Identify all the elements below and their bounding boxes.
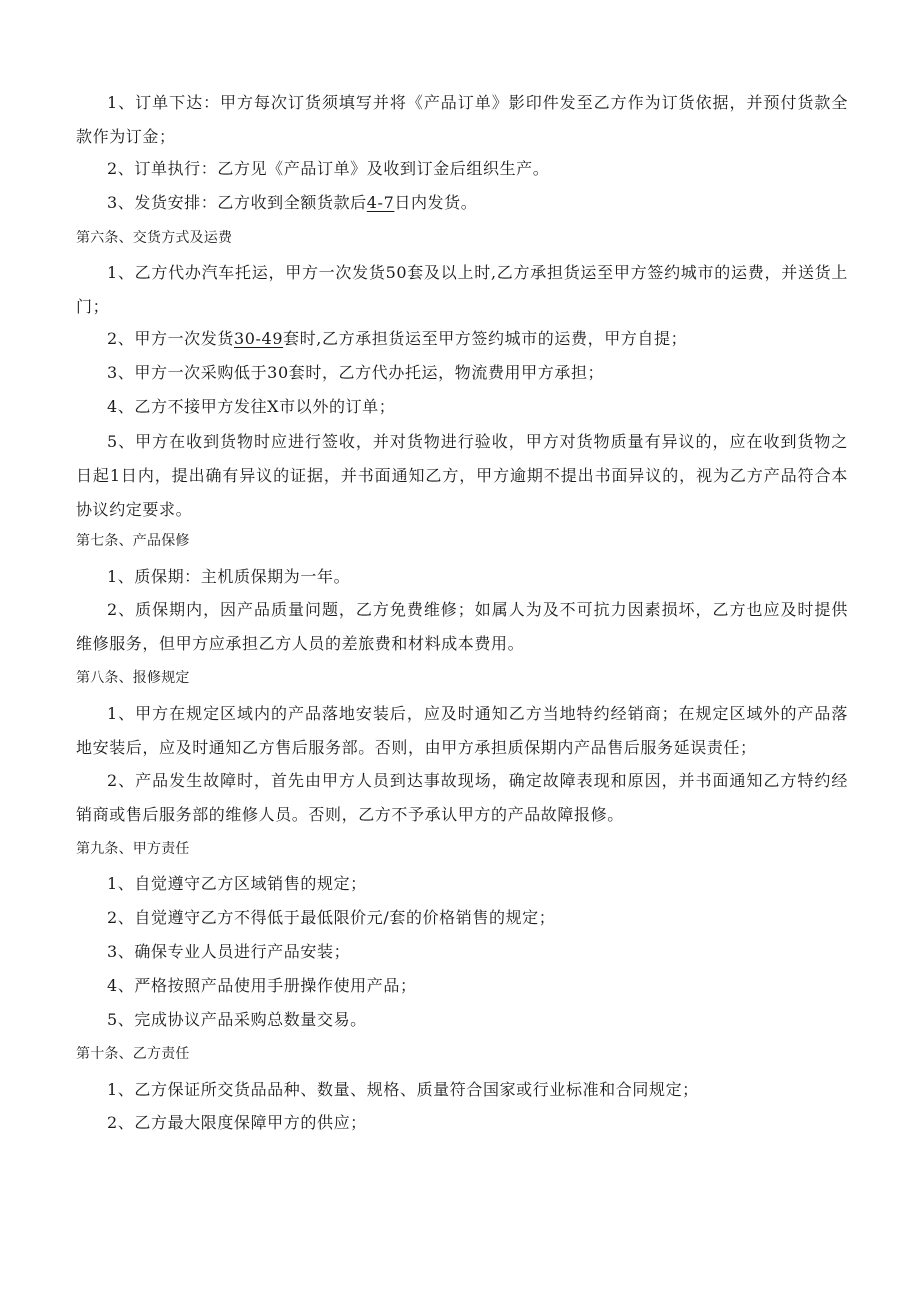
article-7-item-1: 1、质保期：主机质保期为一年。 [107, 567, 351, 586]
article-10-heading: 第十条、乙方责任 [76, 1046, 190, 1062]
article-10-item-1: 1、乙方保证所交货品品种、数量、规格、质量符合国家或行业标准和合同规定； [107, 1080, 699, 1099]
order-execution-clause: 2、订单执行：乙方见《产品订单》及收到订金后组织生产。 [107, 159, 550, 178]
article-9-item-5: 5、完成协议产品采购总数量交易。 [107, 1010, 367, 1029]
article-6-heading: 第六条、交货方式及运费 [76, 230, 233, 246]
article-9-item-2: 2、自觉遵守乙方不得低于最低限价元/套的价格销售的规定； [107, 908, 556, 927]
article-9-item-3: 3、确保专业人员进行产品安装； [107, 942, 351, 961]
article-8-item-1: 1、甲方在规定区域内的产品落地安装后，应及时通知乙方当地特约经销商；在规定区域外的产品落地安装后，应及时通知乙方售后服务部。否则，由甲方承担质保期内产品售后服务延误责任； [76, 704, 848, 757]
article-8-item-2: 2、产品发生故障时，首先由甲方人员到达事故现场，确定故障表现和原因，并书面通知乙方特约经销商或售后服务部的维修人员。否则，乙方不予承认甲方的产品故障报修。 [76, 771, 848, 824]
article-6-item-2: 2、甲方一次发货30-49套时,乙方承担货运至甲方签约城市的运费，甲方自提； [107, 329, 688, 348]
article-9-heading: 第九条、甲方责任 [76, 841, 190, 857]
article-10-item-2: 2、乙方最大限度保障甲方的供应； [107, 1113, 367, 1132]
article-7-item-2: 2、质保期内，因产品质量问题，乙方免费维修；如属人为及不可抗力因素损坏，乙方也应及时提供维修服务，但甲方应承担乙方人员的差旅费和材料成本费用。 [76, 600, 848, 653]
article-6-item-1: 1、乙方代办汽车托运，甲方一次发货50套及以上时,乙方承担货运至甲方签约城市的运费，并送货上门； [76, 263, 848, 316]
shipping-arrangement-clause: 3、发货安排：乙方收到全额货款后4-7日内发货。 [107, 193, 478, 212]
article-7-heading: 第七条、产品保修 [76, 533, 190, 549]
quantity-range-underlined: 30-49 [233, 329, 284, 348]
article-6-item-4: 4、乙方不接甲方发往X市以外的订单； [107, 397, 396, 416]
order-placement-clause: 1、订单下达：甲方每次订货须填写并将《产品订单》影印件发至乙方作为订货依据，并预付货款全款作为订金； [76, 93, 848, 146]
article-6-item-3: 3、甲方一次采购低于30套时，乙方代办托运，物流费用甲方承担； [107, 363, 605, 382]
delivery-days-underlined: 4-7 [366, 193, 395, 212]
article-9-item-4: 4、严格按照产品使用手册操作使用产品； [107, 976, 417, 995]
article-6-item-5: 5、甲方在收到货物时应进行签收，并对货物进行验收，甲方对货物质量有异议的，应在收到货物之日起1日内，提出确有异议的证据，并书面通知乙方，甲方逾期不提出书面异议的，视为乙方产品符合本协议约定要求。 [76, 432, 848, 519]
article-8-heading: 第八条、报修规定 [76, 670, 190, 686]
article-9-item-1: 1、自觉遵守乙方区域销售的规定； [107, 874, 367, 893]
